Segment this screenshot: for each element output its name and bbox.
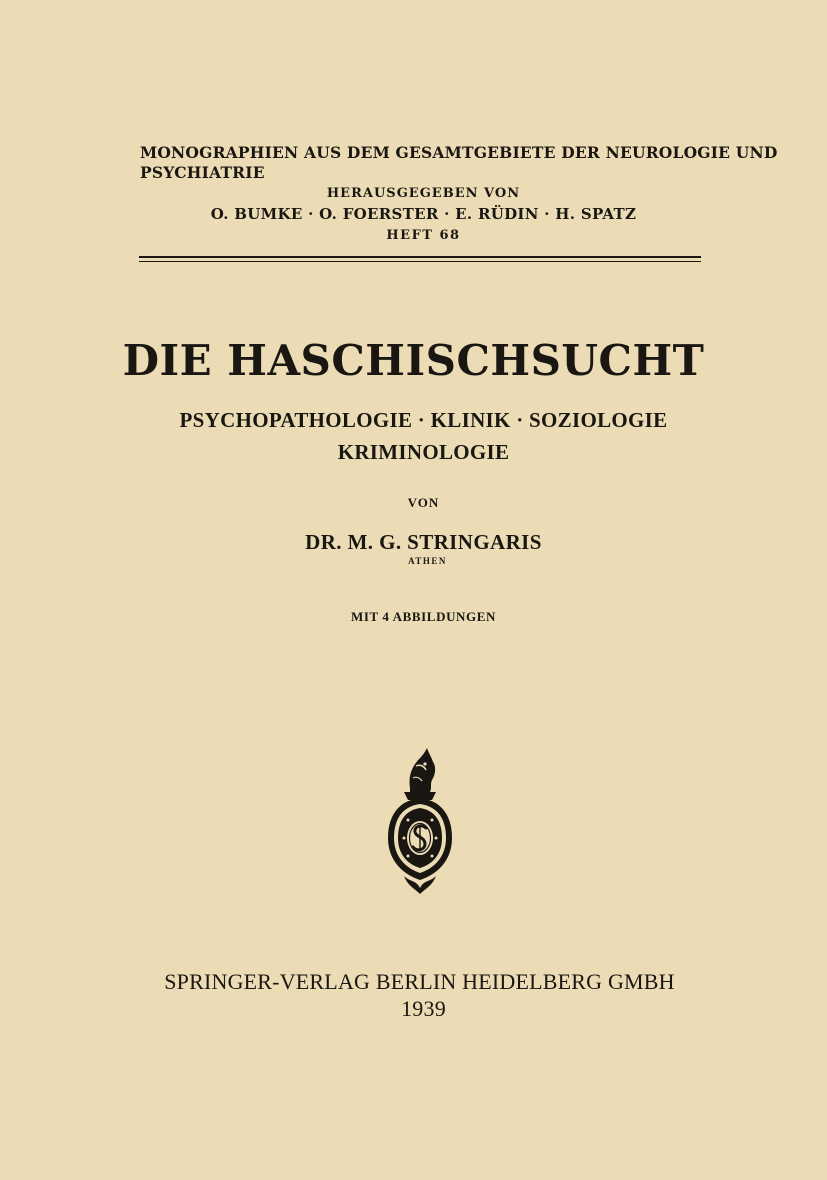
series-title-line-2: PSYCHIATRIE: [140, 163, 265, 182]
author-name: DR. M. G. STRINGARIS: [305, 530, 542, 554]
subtitle-line-1: PSYCHOPATHOLOGIE · KLINIK · SOZIOLOGIE: [179, 408, 668, 432]
series-title-line-1: MONOGRAPHIEN AUS DEM GESAMTGEBIETE DER NEUROLOGIE UND: [140, 143, 778, 162]
publication-year: 1939: [401, 996, 446, 1021]
double-rule-top: [139, 256, 701, 258]
issue-number: HEFT 68: [386, 228, 461, 243]
book-title: DIE HASCHISCHSUCHT: [122, 336, 705, 385]
illustrations-note: MIT 4 ABBILDUNGEN: [350, 609, 497, 624]
subtitle-line-2: KRIMINOLOGIE: [337, 440, 510, 464]
springer-chess-knight-emblem-icon: [380, 748, 460, 894]
by-label: VON: [407, 495, 440, 510]
editors-intro: HERAUSGEGEBEN VON: [326, 186, 521, 201]
author-location: ATHEN: [408, 556, 447, 566]
double-rule-bottom: [139, 261, 701, 262]
series-editors: O. BUMKE · O. FOERSTER · E. RÜDIN · H. SPATZ: [210, 205, 637, 223]
publisher-name: SPRINGER-VERLAG BERLIN HEIDELBERG GMBH: [164, 969, 675, 994]
